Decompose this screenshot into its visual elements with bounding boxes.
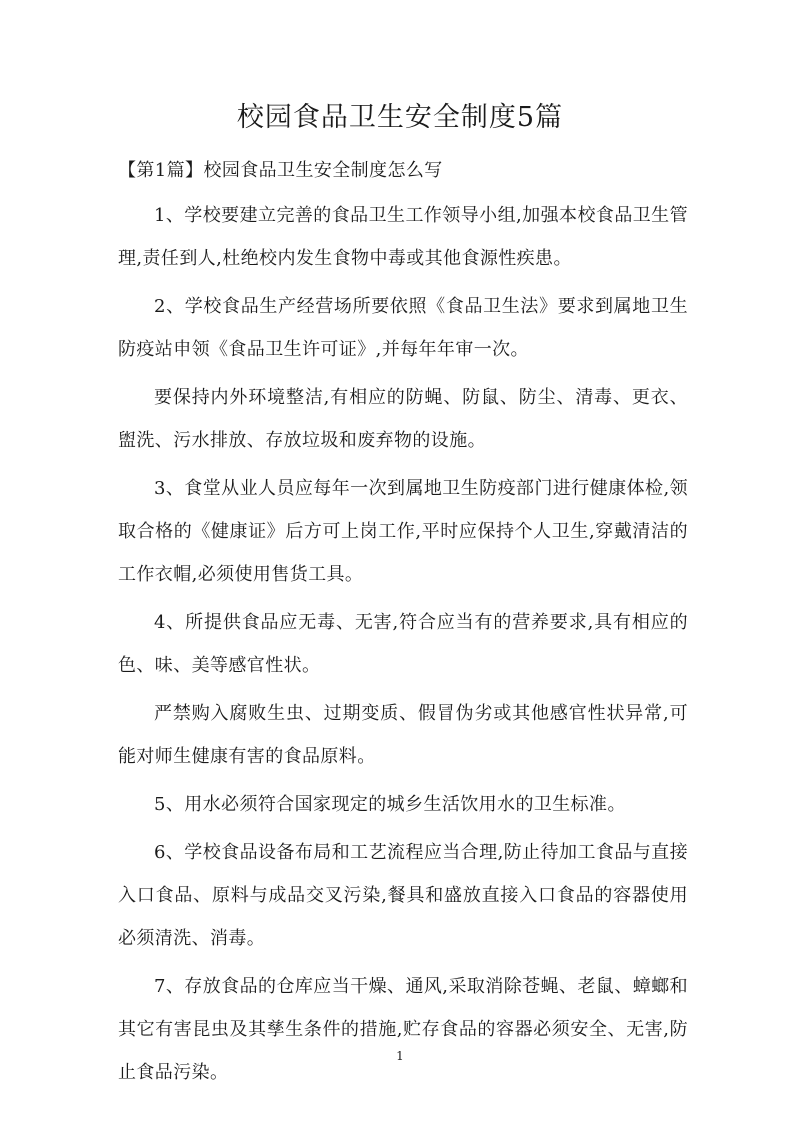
document-body bbox=[118, 153, 688, 1094]
document-title: 校园食品卫生安全制度5篇 bbox=[236, 102, 564, 133]
paragraph-3: 要保持内外环境整洁,有相应的防蝇、防鼠、防尘、清毒、更衣、盥洗、污水排放、存放垃圾和废弃物的设施。 bbox=[118, 387, 688, 451]
paragraph-8: 6、学校食品设备布局和工艺流程应当合理,防止待加工食品与直接入口食品、原料与成品交叉污染,餐具和盛放直接入口食品的容器使用必须清洗、消毒。 bbox=[118, 842, 688, 949]
page-number: 1 bbox=[396, 1049, 404, 1063]
paragraph-1: 1、学校要建立完善的食品卫生工作领导小组,加强本校食品卫生管理,责任到人,杜绝校内发生食物中毒或其他食源性疾患。 bbox=[118, 205, 688, 269]
paragraph-9: 7、存放食品的仓库应当干燥、通风,采取消除苍蝇、老鼠、蟑螂和其它有害昆虫及其孳生条件的措施,贮存食品的容器必须安全、无害,防止食品污染。 bbox=[118, 976, 688, 1083]
paragraph-7: 5、用水必须符合国家现定的城乡生活饮用水的卫生标准。 bbox=[154, 794, 626, 815]
paragraph-4: 3、食堂从业人员应每年一次到属地卫生防疫部门进行健康体检,领取合格的《健康证》后方可上岗工作,平时应保持个人卫生,穿戴清洁的工作衣帽,必须使用售货工具。 bbox=[118, 478, 688, 585]
paragraph-6: 严禁购入腐败生虫、过期变质、假冒伪劣或其他感官性状异常,可能对师生健康有害的食品原料。 bbox=[118, 703, 688, 767]
paragraph-2: 2、学校食品生产经营场所要依照《食品卫生法》要求到属地卫生防疫站申领《食品卫生许可证》,并每年年审一次。 bbox=[118, 296, 688, 360]
section-heading: 【第1篇】校园食品卫生安全制度怎么写 bbox=[118, 160, 443, 181]
paragraph-5: 4、所提供食品应无毒、无害,符合应当有的营养要求,具有相应的色、味、美等感官性状。 bbox=[118, 612, 688, 676]
